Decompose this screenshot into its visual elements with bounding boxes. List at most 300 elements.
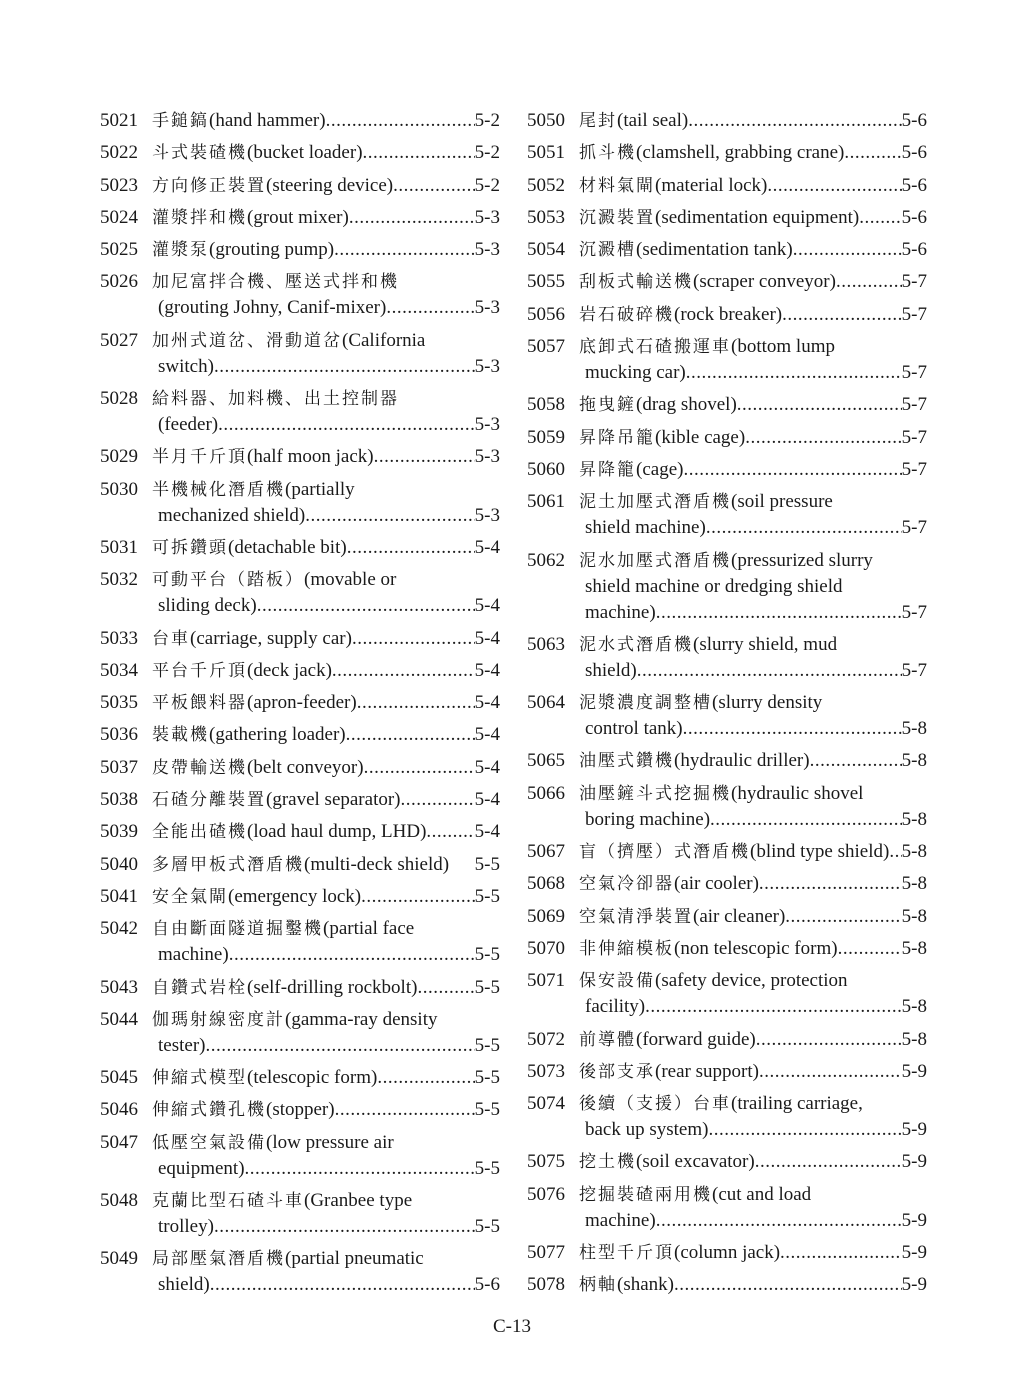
term-chinese: 空氣冷卻器 (579, 874, 674, 895)
entry-number: 5074 (527, 1093, 565, 1115)
term-chinese: 石碴分離裝置 (152, 790, 266, 811)
term-chinese: 多層甲板式潛盾機 (152, 854, 304, 875)
page-reference: 5-9 (901, 1060, 927, 1082)
entry-number: 5073 (527, 1060, 565, 1082)
term-english: (clamshell, grabbing crane) (636, 142, 845, 164)
entry-term (579, 425, 745, 451)
term-chinese: 泥漿濃度調整槽 (579, 693, 712, 714)
entry-number: 5025 (100, 239, 138, 261)
entry-number: 5061 (527, 491, 565, 513)
index-entry (527, 205, 927, 231)
dot-leader (645, 994, 902, 1020)
index-entry (100, 1246, 500, 1298)
entry-term (579, 489, 833, 515)
dot-leader (257, 593, 475, 619)
index-entry (527, 457, 927, 483)
entry-term (579, 968, 848, 994)
entry-number: 5072 (527, 1028, 565, 1050)
term-chinese: 刮板式輸送機 (579, 272, 693, 293)
entry-number: 5034 (100, 659, 138, 681)
term-english: (sedimentation tank) (636, 239, 793, 261)
entry-number: 5028 (100, 388, 138, 410)
entry-term (152, 722, 346, 748)
term-english: (drag shovel) (636, 394, 737, 416)
term-chinese: 克蘭比型石碴斗車 (152, 1191, 304, 1212)
entry-continuation-line (527, 807, 927, 833)
entry-number: 5050 (527, 110, 565, 131)
term-chinese: 柄軸 (579, 1275, 617, 1296)
entry-first-line (527, 748, 927, 774)
entry-first-line (100, 690, 500, 716)
entry-term (579, 392, 737, 418)
entry-continuation-line (100, 1214, 500, 1240)
page-reference: 5-9 (901, 1119, 927, 1141)
entry-first-line (527, 1091, 927, 1117)
entry-number: 5058 (527, 394, 565, 416)
term-chinese: 挖掘裝碴兩用機 (579, 1184, 712, 1205)
entry-number: 5043 (100, 976, 138, 998)
entry-first-line (100, 1097, 500, 1123)
entry-term (152, 626, 352, 652)
term-chinese: 裝載機 (152, 725, 209, 746)
dot-leader (210, 1272, 475, 1298)
entry-first-line (100, 328, 500, 354)
dot-leader (737, 392, 902, 418)
page-reference: 5-5 (474, 1099, 500, 1121)
entry-number: 5023 (100, 174, 138, 196)
index-entry (527, 936, 927, 962)
dot-leader (401, 787, 475, 813)
term-chinese: 昇降籠 (579, 459, 636, 480)
term-chinese: 方向修正裝置 (152, 175, 266, 196)
page-reference: 5-4 (474, 789, 500, 811)
entry-first-line (100, 108, 500, 134)
entry-first-line (527, 781, 927, 807)
term-chinese: 空氣清淨裝置 (579, 906, 693, 927)
entry-first-line (527, 936, 927, 962)
term-english: (belt conveyor) (247, 756, 364, 778)
term-chinese: 沉澱槽 (579, 240, 636, 261)
entry-first-line (527, 237, 927, 263)
entry-first-line (527, 1272, 927, 1298)
entry-first-line (100, 819, 500, 845)
entry-first-line (100, 787, 500, 813)
term-chinese: 全能出碴機 (152, 822, 247, 843)
page-reference: 5-7 (901, 394, 927, 416)
dot-leader (347, 535, 475, 561)
entry-first-line (527, 425, 927, 451)
dot-leader (363, 140, 475, 166)
entry-term (152, 567, 396, 593)
page-reference: 5-4 (474, 692, 500, 714)
page-reference: 5-8 (901, 841, 927, 863)
index-entry (527, 1027, 927, 1053)
entry-continuation-line (527, 716, 927, 742)
term-chinese: 泥水式潛盾機 (579, 634, 693, 655)
entry-first-line (527, 1240, 927, 1266)
entry-first-line (100, 1188, 500, 1214)
term-english: (blind type shield) (750, 841, 890, 863)
term-english: (grouting pump) (209, 239, 335, 261)
entry-first-line (100, 205, 500, 231)
term-english: (gathering loader) (209, 724, 346, 746)
page-reference: 5-8 (901, 937, 927, 959)
entry-number: 5021 (100, 110, 138, 131)
page-reference: 5-5 (474, 1216, 500, 1238)
term-chinese: 灌漿泵 (152, 240, 209, 261)
term-chinese: 低壓空氣設備 (152, 1132, 266, 1153)
term-chinese: 挖土機 (579, 1152, 636, 1173)
page-reference: 5-6 (901, 110, 927, 131)
entry-term (152, 328, 425, 354)
term-chinese: 泥水加壓式潛盾機 (579, 550, 731, 571)
page-reference: 5-9 (901, 1242, 927, 1264)
term-chinese: 保安設備 (579, 971, 655, 992)
term-english: (partial face (323, 918, 415, 940)
dot-leader (793, 237, 902, 263)
entry-number: 5070 (527, 937, 565, 959)
entry-first-line (100, 975, 500, 1001)
entry-continuation-line (527, 1208, 927, 1234)
index-entry (100, 819, 500, 845)
term-english: (hydraulic driller) (674, 750, 810, 772)
entry-term (579, 839, 889, 865)
entry-number: 5057 (527, 336, 565, 358)
page-reference: 5-6 (901, 206, 927, 228)
term-chinese: 昇降吊籠 (579, 427, 655, 448)
page-reference: 5-5 (474, 976, 500, 998)
term-english: (trailing carriage, (731, 1093, 863, 1115)
page-reference: 5-3 (474, 206, 500, 228)
term-english-continued: machine) (585, 1209, 656, 1231)
entry-first-line (100, 237, 500, 263)
entry-term (579, 1240, 780, 1266)
term-chinese: 加尼富拌合機、壓送式拌和機 (152, 272, 399, 293)
page-reference: 5-3 (474, 504, 500, 526)
index-entry (527, 748, 927, 774)
term-chinese: 伸縮式模型 (152, 1068, 247, 1089)
entry-term (579, 302, 782, 328)
dot-leader (357, 690, 475, 716)
entry-first-line (527, 140, 927, 166)
index-entry (527, 425, 927, 451)
page-reference: 5-2 (474, 174, 500, 196)
dot-leader (364, 755, 475, 781)
page-reference: 5-5 (474, 944, 500, 966)
index-entry (527, 1149, 927, 1175)
entry-first-line (100, 477, 500, 503)
entry-number: 5029 (100, 446, 138, 468)
term-english: (air cooler) (674, 873, 759, 895)
dot-leader (838, 936, 902, 962)
entry-number: 5048 (100, 1190, 138, 1212)
dot-leader (785, 904, 901, 930)
dot-leader (214, 1214, 475, 1240)
index-entry (100, 140, 500, 166)
entry-term (579, 1059, 759, 1085)
term-english: (deck jack) (247, 659, 332, 681)
page-reference: 5-4 (474, 659, 500, 681)
entry-number: 5060 (527, 458, 565, 480)
term-english: (emergency lock) (228, 885, 362, 907)
index-entry (527, 237, 927, 263)
entry-first-line (100, 173, 500, 199)
entry-continuation-line (527, 574, 927, 600)
dot-leader (683, 716, 902, 742)
term-english: (grout mixer) (247, 206, 349, 228)
index-entry (527, 781, 927, 833)
entry-term (152, 1188, 412, 1214)
dot-leader (346, 722, 475, 748)
term-english: (bottom lump (731, 336, 835, 358)
entry-term (152, 477, 355, 503)
entry-term (152, 755, 364, 781)
index-entry (100, 690, 500, 716)
entry-first-line (527, 632, 927, 658)
entry-first-line (100, 386, 500, 412)
dot-leader (229, 942, 475, 968)
index-entry (100, 1007, 500, 1059)
entry-number: 5024 (100, 206, 138, 228)
term-english-continued: mucking car) (585, 362, 686, 384)
index-entry (527, 302, 927, 328)
entry-term (152, 237, 334, 263)
page-reference: 5-4 (474, 627, 500, 649)
entry-first-line (527, 392, 927, 418)
entry-first-line (527, 1182, 927, 1208)
dot-leader (889, 839, 901, 865)
entry-continuation-line (527, 600, 927, 626)
term-english: (low pressure air (266, 1131, 394, 1153)
entry-number: 5059 (527, 426, 565, 448)
term-chinese: 柱型千斤頂 (579, 1243, 674, 1264)
index-entry (527, 269, 927, 295)
dot-leader (335, 1097, 475, 1123)
entry-term (152, 1246, 424, 1272)
page-reference: 5-9 (901, 1209, 927, 1231)
index-entry (527, 108, 927, 134)
entry-term (579, 904, 785, 930)
term-chinese: 手鎚鎬 (152, 111, 209, 131)
term-english: (load haul dump, LHD) (247, 821, 427, 843)
term-english: (kible cage) (655, 426, 746, 448)
entry-term (579, 1182, 811, 1208)
index-entry (527, 140, 927, 166)
term-chinese: 可動平台（踏板） (152, 570, 304, 591)
entry-term (152, 386, 399, 412)
term-chinese: 給料器、加料機、出土控制器 (152, 389, 399, 410)
dot-leader (349, 205, 475, 231)
term-english: (soil pressure (731, 491, 833, 513)
dot-leader (361, 884, 475, 910)
dot-leader (683, 457, 901, 483)
entry-term (152, 269, 399, 295)
term-english-continued: boring machine) (585, 808, 711, 830)
term-chinese: 台車 (152, 628, 190, 649)
entry-continuation-line (100, 942, 500, 968)
entry-number: 5071 (527, 970, 565, 992)
page-reference: 5-4 (474, 756, 500, 778)
term-chinese: 皮帶輸送機 (152, 757, 247, 778)
page-reference: 5-2 (474, 142, 500, 164)
term-english: (stopper) (266, 1099, 335, 1121)
entry-term (579, 334, 835, 360)
dot-leader (245, 1156, 475, 1182)
page-reference: 5-5 (474, 853, 500, 875)
page-reference: 5-8 (901, 905, 927, 927)
page-reference: 5-8 (901, 718, 927, 740)
dot-leader (332, 658, 475, 684)
term-english: (column jack) (674, 1242, 781, 1264)
term-chinese: 灌漿拌和機 (152, 207, 247, 228)
index-entry (100, 567, 500, 619)
dot-leader (706, 515, 902, 541)
term-english-continued: shield) (158, 1274, 210, 1296)
entry-first-line (100, 755, 500, 781)
entry-term (579, 1149, 755, 1175)
entry-number: 5056 (527, 303, 565, 325)
index-entry (100, 535, 500, 561)
page-reference: 5-7 (901, 271, 927, 293)
entry-term (579, 269, 836, 295)
term-chinese: 自由斷面隧道掘鑿機 (152, 919, 323, 940)
index-entry (527, 1059, 927, 1085)
index-entry (100, 975, 500, 1001)
entry-term (579, 140, 844, 166)
index-entry (527, 871, 927, 897)
entry-first-line (100, 269, 500, 295)
term-english: (partially (285, 478, 355, 500)
page-reference: 5-7 (901, 362, 927, 384)
term-english: (non telescopic form) (674, 937, 838, 959)
index-entry (100, 1065, 500, 1091)
entry-term (579, 173, 767, 199)
term-english: (cut and load (712, 1183, 812, 1205)
entry-first-line (100, 852, 500, 878)
term-english: (half moon jack) (247, 446, 374, 468)
entry-term (152, 916, 414, 942)
entry-number: 5054 (527, 239, 565, 261)
index-entry (100, 173, 500, 199)
term-english: (multi-deck shield) (304, 853, 450, 875)
term-chinese: 後部支承 (579, 1061, 655, 1082)
dot-leader (810, 748, 902, 774)
index-entry (100, 626, 500, 652)
term-chinese: 油壓式鑽機 (579, 751, 674, 772)
entry-first-line (527, 334, 927, 360)
entry-number: 5035 (100, 692, 138, 714)
term-english: (tail seal) (617, 110, 689, 131)
entry-continuation-line (100, 295, 500, 321)
entry-term (152, 975, 417, 1001)
term-english: (forward guide) (636, 1028, 756, 1050)
index-entry (100, 108, 500, 134)
page-reference: 5-7 (901, 426, 927, 448)
term-english: (slurry shield, mud (693, 633, 838, 655)
entry-first-line (100, 567, 500, 593)
term-english: (cage) (636, 458, 684, 480)
entry-number: 5066 (527, 782, 565, 804)
index-entry (527, 839, 927, 865)
term-chinese: 泥土加壓式潛盾機 (579, 492, 731, 513)
term-english-continued: machine) (585, 601, 656, 623)
entry-continuation-line (527, 515, 927, 541)
entry-term (579, 748, 810, 774)
entry-number: 5047 (100, 1131, 138, 1153)
index-entry (100, 477, 500, 529)
dot-leader (334, 237, 475, 263)
index-entry (100, 205, 500, 231)
entry-first-line (100, 884, 500, 910)
term-chinese: 拖曳鏟 (579, 395, 636, 416)
entry-number: 5022 (100, 142, 138, 164)
page-reference: 5-3 (474, 355, 500, 377)
dot-leader (656, 1208, 902, 1234)
term-english: (soil excavator) (636, 1151, 755, 1173)
entry-first-line (100, 1007, 500, 1033)
index-entry (100, 916, 500, 968)
dot-leader (836, 269, 902, 295)
term-english-continued: shield) (585, 659, 637, 681)
entry-number: 5069 (527, 905, 565, 927)
entry-first-line (100, 535, 500, 561)
entry-first-line (527, 871, 927, 897)
entry-term (152, 205, 349, 231)
term-english: (material lock) (655, 174, 768, 196)
entry-first-line (100, 444, 500, 470)
term-chinese: 沉澱裝置 (579, 207, 655, 228)
entry-continuation-line (527, 360, 927, 386)
entry-number: 5065 (527, 750, 565, 772)
dot-leader (759, 1059, 902, 1085)
term-english: (Granbee type (304, 1190, 413, 1212)
entry-term (152, 819, 426, 845)
page-reference: 5-9 (901, 1151, 927, 1173)
entry-number: 5037 (100, 756, 138, 778)
entry-number: 5063 (527, 633, 565, 655)
index-entry (100, 1130, 500, 1182)
entry-first-line (527, 489, 927, 515)
term-english-continued: trolley) (158, 1216, 214, 1238)
index-entry (527, 690, 927, 742)
entry-number: 5053 (527, 206, 565, 228)
term-english-continued: facility) (585, 996, 646, 1018)
term-english: (self-drilling rockbolt) (247, 976, 418, 998)
term-chinese: 半機械化潛盾機 (152, 479, 285, 500)
entry-number: 5068 (527, 873, 565, 895)
entry-term (152, 1097, 335, 1123)
page-reference: 5-4 (474, 536, 500, 558)
index-entry (100, 722, 500, 748)
page-reference: 5-3 (474, 446, 500, 468)
index-entry (100, 328, 500, 380)
dot-leader (688, 108, 901, 134)
term-english: (California (342, 329, 426, 351)
page-reference: 5-7 (901, 458, 927, 480)
index-entry (527, 1240, 927, 1266)
entry-number: 5040 (100, 853, 138, 875)
term-english-continued: (feeder) (158, 414, 219, 436)
page-reference: 5-6 (901, 174, 927, 196)
entry-term (579, 1027, 756, 1053)
dot-leader (637, 658, 902, 684)
dot-leader (214, 354, 475, 380)
entry-number: 5027 (100, 329, 138, 351)
entry-continuation-line (100, 1033, 500, 1059)
index-entry (527, 1182, 927, 1234)
term-english: (shank) (617, 1274, 674, 1296)
entry-continuation-line (527, 1117, 927, 1143)
